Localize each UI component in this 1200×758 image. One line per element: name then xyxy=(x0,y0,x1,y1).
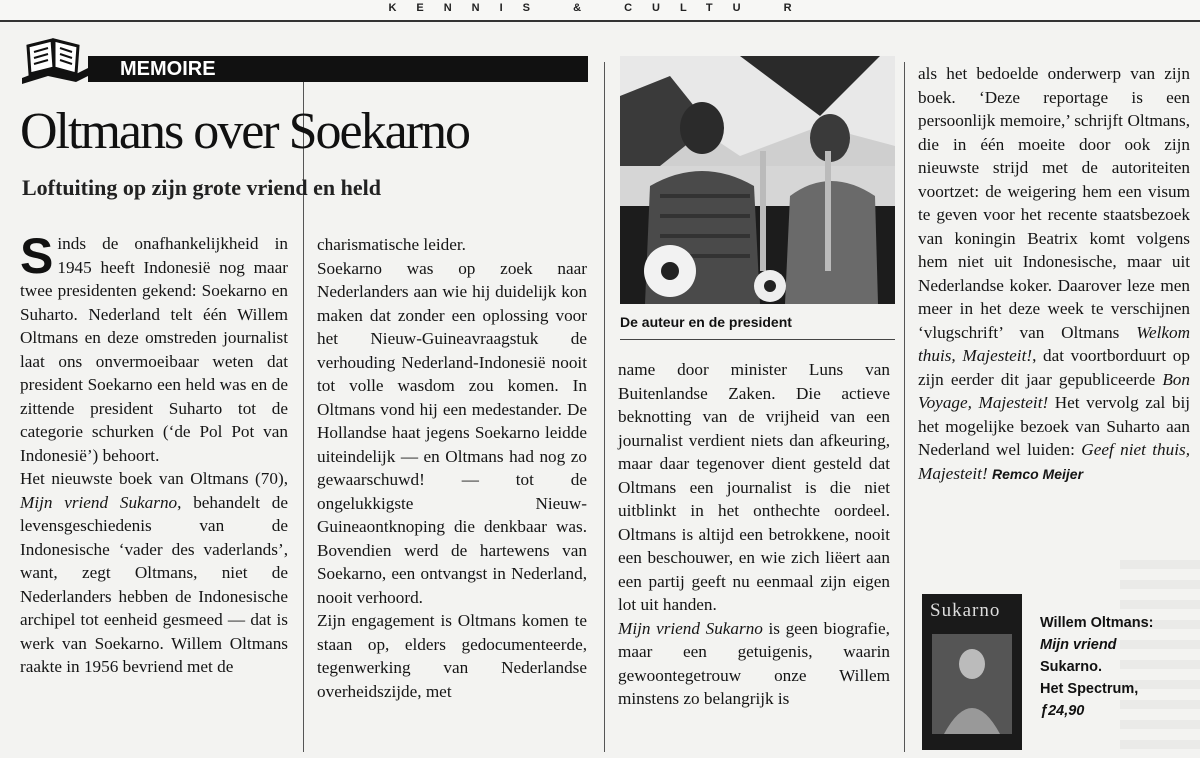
caption-divider xyxy=(620,339,895,340)
book-logo-icon xyxy=(18,38,98,84)
headline: Oltmans over Soekarno xyxy=(20,103,470,160)
book-price: ƒ24,90 xyxy=(1040,703,1085,719)
photo-author-and-president xyxy=(620,56,895,304)
book-cover xyxy=(922,594,1022,750)
article-column-1 xyxy=(20,228,288,679)
section-label: KENNIS & CULTU R xyxy=(388,2,812,14)
article-column-3 xyxy=(618,358,890,711)
book-title-ref: Mijn vriend Sukarno xyxy=(618,618,763,638)
paragraph: Zijn engagement is Oltmans komen te staan op, elders gedocumenteerde, tegenwerking van Nederlandse overheidszijde, met xyxy=(317,611,587,701)
book-title-ref: Mijn vriend Sukarno xyxy=(20,492,178,512)
book-info-line: Het Spectrum, xyxy=(1040,681,1139,697)
article-column-4 xyxy=(918,62,1190,486)
paragraph: Soekarno was op zoek naar Nederlanders aan wie hij duidelijk kon maken dat zonder een oplossing voor het Nieuw-Guineavraagstuk de verhouding Nederland-Indonesië nooit tot volle wasdom zou komen. In Oltmans vond hij een medestander. De Hollandse haat jegens Soekarno leidde uiteindelijk — en Oltmans had nog zo gewaarschuwd! — tot de ongelukkigste Nieuw-Guineaontknoping die denkbaar was. Bovendien werd de hartewens van Soekarno, een ontvangst in Nederland, nooit verhoord. xyxy=(317,258,587,607)
book-info-line: Sukarno. xyxy=(1040,659,1103,675)
paragraph: Mijn vriend Sukarno is geen biografie, maar een getuigenis, waarin gewoontegetrouw onze Willem minstens zo belangrijk is xyxy=(618,618,890,708)
drop-cap: S xyxy=(20,228,54,284)
column-divider xyxy=(904,62,905,752)
author-signature: Remco Meijer xyxy=(991,465,1084,482)
book-info-line: Mijn vriend xyxy=(1040,637,1117,653)
pamphlet-title-ref: Geef niet thuis, Majesteit! xyxy=(918,440,1190,483)
book-info-line: Willem Oltmans: xyxy=(1040,615,1154,631)
kicker-label: MEMOIRE xyxy=(88,56,588,82)
pamphlet-title-ref: Welkom thuis, Majesteit! xyxy=(918,322,1190,365)
subheadline: Loftuiting op zijn grote vriend en held xyxy=(22,175,381,200)
kicker xyxy=(18,38,588,84)
paragraph: charismatische leider. xyxy=(317,235,466,254)
pamphlet-title-ref: Bon Voyage, Majesteit! xyxy=(918,369,1190,412)
column-divider xyxy=(604,62,605,752)
section-header xyxy=(0,0,1200,22)
paragraph: Het nieuwste boek van Oltmans (70), Mijn vriend Sukarno, behandelt de levensgeschiedenis van de Indonesische ‘vader des vaderlands’, want, zegt Oltmans, niet de Nederlanders hebben de Indonesische archipel tot eenheid gesmeed — dat is werk van Soekarno. Willem Oltmans raakte in 1956 bevriend met de xyxy=(20,469,288,676)
paragraph: Sinds de onafhankelijkheid in 1945 heeft Indonesië nog maar twee presidenten gekend: Soekarno en Suharto. Nederland telt één Willem Oltmans en deze omstreden journalist laat ons onvermoeibaar weten dat president Soekarno een held was en de zittende president Suharto tot de categorie schurken (‘de Pol Pot van Indonesië’) behoort. xyxy=(20,228,288,465)
book-cover-photo xyxy=(932,634,1012,734)
article-column-2 xyxy=(317,233,587,703)
paragraph: name door minister Luns van Buitenlandse Zaken. Die actieve beknotting van de vrijheid van een journalist verdient niets dan afkeuring, maar daar tegenover dient gesteld dat Oltmans een journalist is die niet uitblinkt in het onthechte oordeel. Oltmans is altijd een betrokkene, nooit een beschouwer, en wie zich liëert aan een partij geeft nu eenmaal zijn eigen lot uit handen. xyxy=(618,360,890,614)
column-divider xyxy=(303,62,304,752)
paragraph: als het bedoelde onderwerp van zijn boek. ‘Deze reportage is een persoonlijk memoire,’ schrijft Oltmans, die in één moeite door ook zijn nieuwste strijd met de autoriteiten voortzet: de weigering hem een visum te geven voor het recente staatsbezoek van koningin Beatrix komt volgens hem niet uit Indonesische, maar uit Nederlandse koker. Daarover leze men meer in het deze week te verschijnen ‘vlugschrift’ van Oltmans Welkom thuis, Majesteit!, dat voortborduurt op zijn eerder dit jaar gepubliceerde Bon Voyage, Majesteit! Het vervolg zal bij het mogelijke bezoek van Suharto aan Nederland wel luiden: Geef niet thuis, Majesteit! Remco Meijer xyxy=(918,64,1190,483)
book-cover-title: Sukarno xyxy=(930,600,1001,621)
photo-caption: De auteur en de president xyxy=(620,314,792,330)
book-info xyxy=(1040,612,1200,722)
